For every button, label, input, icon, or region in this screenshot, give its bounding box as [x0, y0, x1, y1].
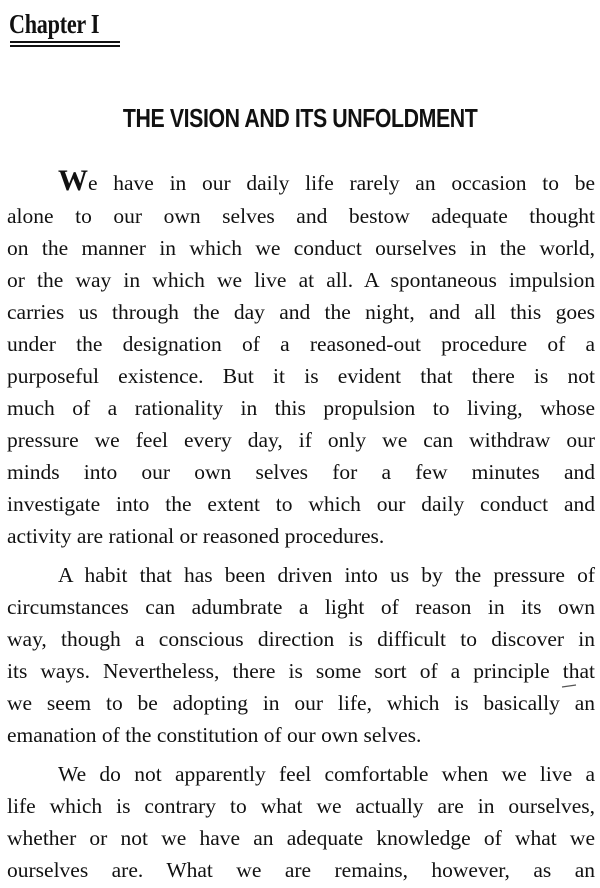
- pencil-mark-icon: [562, 684, 576, 688]
- paragraph-2-line: emanation of the constitution of our own selves.: [7, 723, 422, 747]
- paragraph-3-line: whether or not we have an adequate knowledge of what we: [7, 826, 595, 850]
- paragraph-1-line: alone to our own selves and bestow adequate thought: [7, 204, 595, 228]
- chapter-title: [0, 101, 600, 135]
- paragraph-1-line-1: [58, 164, 595, 200]
- paragraph-1-line: pressure we feel every day, if only we can withdraw our: [7, 428, 595, 452]
- paragraph-1-line: on the manner in which we conduct ourselves in the world,: [7, 236, 595, 260]
- paragraph-2-line: its ways. Nevertheless, there is some sort of a principle that: [7, 659, 595, 683]
- paragraph-3-line: We do not apparently feel comfortable when we live a: [58, 762, 595, 786]
- paragraph-2-line: way, though a conscious direction is difficult to discover in: [7, 627, 595, 651]
- paragraph-1-line: carries us through the day and the night, and all this goes: [7, 300, 595, 324]
- paragraph-1-line: under the designation of a reasoned-out procedure of a: [7, 332, 595, 356]
- paragraph-1-line: minds into our own selves for a few minutes and: [7, 460, 595, 484]
- paragraph-1-line: activity are rational or reasoned procedures.: [7, 524, 385, 548]
- paragraph-1-line: or the way in which we live at all. A spontaneous impulsion: [7, 268, 595, 292]
- chapter-underline-top: [10, 41, 120, 43]
- paragraph-1-first-line-text: e have in our daily life rarely an occasion to be: [88, 171, 595, 195]
- paragraph-3-line: ourselves are. What we are remains, however, as an: [7, 858, 595, 882]
- chapter-title-text: THE VISION AND ITS UNFOLDMENT: [122, 103, 478, 133]
- paragraph-2-line: A habit that has been driven into us by the pressure of: [58, 563, 595, 587]
- paragraph-1-line: purposeful existence. But it is evident that there is not: [7, 364, 595, 388]
- paragraph-2-line: we seem to be adopting in our life, which is basically an: [7, 691, 595, 715]
- chapter-underline-bottom: [10, 45, 120, 47]
- paragraph-3-line: life which is contrary to what we actually are in ourselves,: [7, 794, 595, 818]
- chapter-heading: Chapter I: [9, 9, 100, 39]
- paragraph-1-line: investigate into the extent to which our daily conduct and: [7, 492, 595, 516]
- paragraph-1-line: much of a rationality in this propulsion to living, whose: [7, 396, 595, 420]
- paragraph-2-line: circumstances can adumbrate a light of reason in its own: [7, 595, 595, 619]
- drop-cap: W: [58, 164, 88, 197]
